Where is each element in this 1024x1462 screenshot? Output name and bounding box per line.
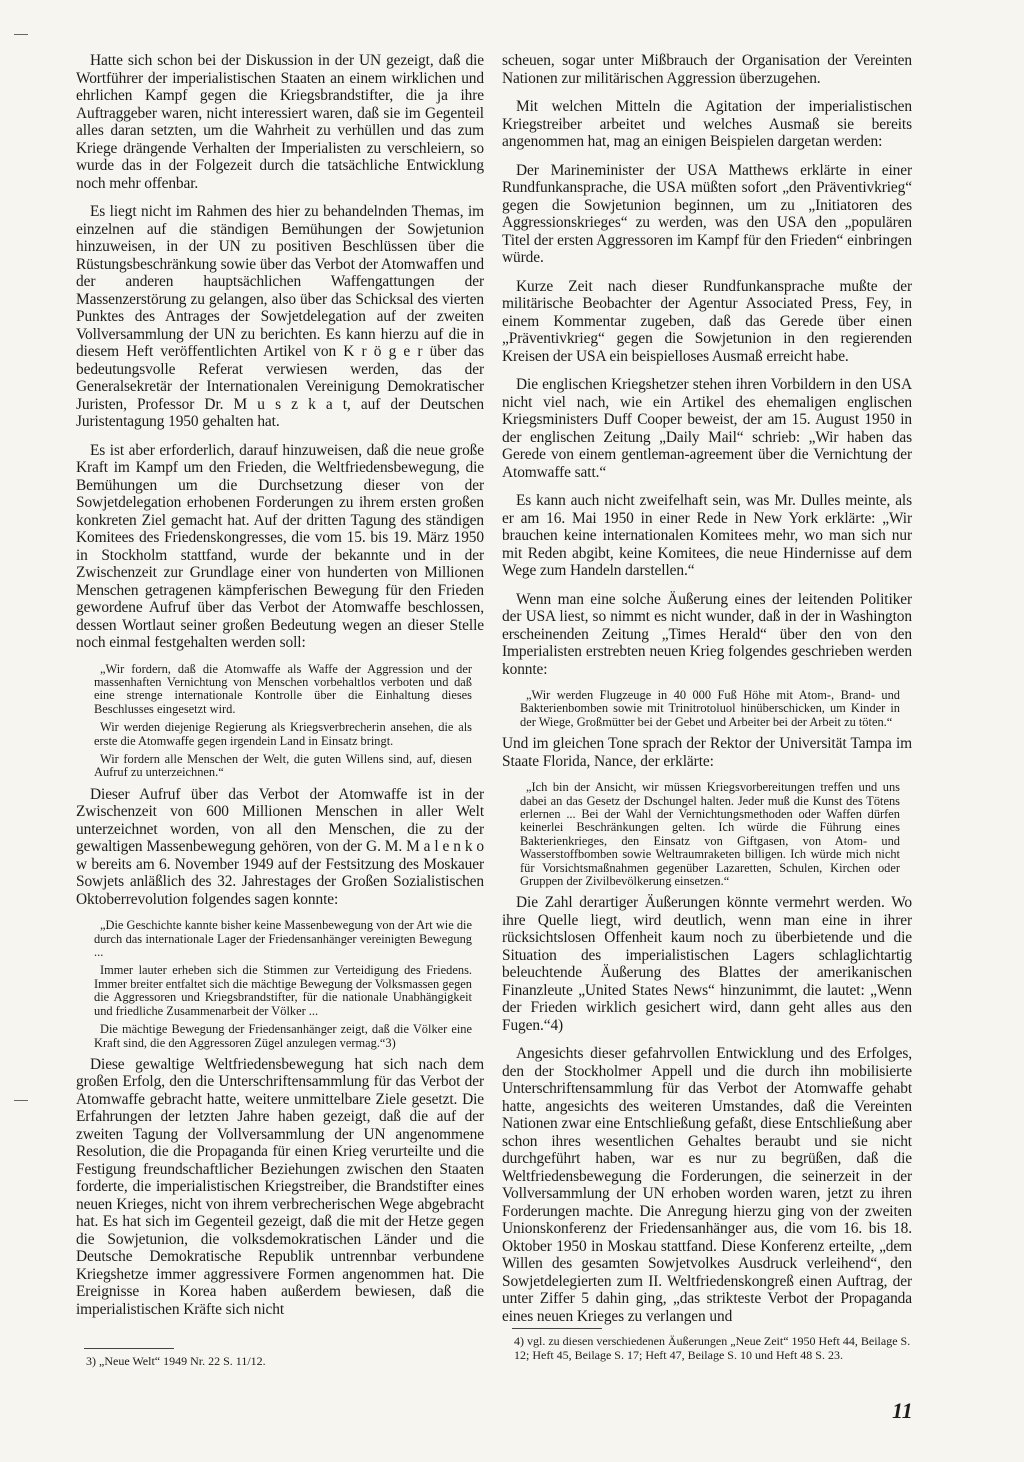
quote-line: Wir werden diejenige Regierung als Kriegsverbrecherin ansehen, die als erste die Atomwaffe gegen irgendein Land in Einsatz bringt. xyxy=(94,720,472,748)
quote-line: Wir fordern alle Menschen der Welt, die guten Willens sind, auf, diesen Aufruf zu unterzeichnen.“ xyxy=(94,751,472,780)
blockquote-malenkow xyxy=(76,919,484,1050)
quote-line: Die mächtige Bewegung der Friedensanhänger zeigt, daß die Völker eine Kraft sind, die den Aggressoren Zügel anzulegen vermag.“3) xyxy=(94,1022,472,1050)
paragraph: Mit welchen Mitteln die Agitation der imperialistischen Kriegstreiber arbeitet und welches Ausmaß sie bereits angenommen hat, mag an einigen Beispielen dargetan werden: xyxy=(502,98,912,150)
footnote-area-right xyxy=(508,1328,912,1362)
blockquote-stockholm-appeal xyxy=(76,663,484,780)
footnote: 4) vgl. zu diesen verschiedenen Äußerungen „Neue Zeit“ 1950 Heft 44, Beilage S. 12; Heft 45, Beilage S. 17; Heft 47, Beilage S. 10 und Heft 48 S. 23. xyxy=(514,1334,911,1362)
margin-mark xyxy=(14,34,28,35)
paragraph: Die englischen Kriegshetzer stehen ihren Vorbildern in den USA nicht viel nach, wie ein Artikel des ehemaligen englischen Kriegsministers Duff Cooper beweist, der am 15. August 1950 in der englischen Zeitung „Daily Mail“ schrieb: „Wir haben das Gerede von einem gentleman-agreement über die Vernichtung der Atomwaffe satt.“ xyxy=(502,376,912,481)
footnote-rule xyxy=(512,1328,602,1329)
paragraph: Die Zahl derartiger Äußerungen könnte vermehrt werden. Wo ihre Quelle liegt, wird deutlich, wenn man eine in ihrer rücksichtslosen Offenheit kaum noch zu überbietende und die Situation des imperialistischen Lagers schlaglichtartig beleuchtende Äußerung des Blattes der amerikanischen Finanzleute „United States News“ hinzunimmt, die lautet: „Wenn der Frieden wirklich gesichert wird, dann geht alles aus den Fugen.“4) xyxy=(502,894,912,1034)
paragraph: Dieser Aufruf über das Verbot der Atomwaffe ist in der Zwischenzeit von 600 Millionen Menschen in aller Welt unterzeichnet worden, von all den Menschen, die zu der gewaltigen Massenbewegung gehören, von der G. M. M a l e n k o w bereits am 6. November 1949 auf der Festsitzung des Moskauer Sowjets anläßlich des 32. Jahrestages der Großen Sozialistischen Oktoberrevolution folgendes sagen konnte: xyxy=(76,785,484,908)
paragraph: Wenn man eine solche Äußerung eines der leitenden Politiker der USA liest, so nimmt es nicht wunder, daß in der in Washington erscheinenden Zeitung „Times Herald“ über den von den Imperialisten erstrebten neuen Krieg folgendes geschrieben werden konnte: xyxy=(502,590,912,678)
paragraph: Angesichts dieser gefahrvollen Entwicklung und des Erfolges, den der Stockholmer Appell und die durch ihn mobilisierte Unterschriftensammlung für das Verbot der Atomwaffe gehabt hatte, angesichts des weiteren Umstandes, daß die Vereinten Nationen zwar eine Entschließung gefaßt, diese Entschließung aber schon ihres wesentlichen Gehaltes beraubt und sie nicht durchgeführt haben, war es nur zu begrüßen, daß die Weltfriedensbewegung die Forderungen, die seinerzeit in der Vollversammlung der UN erhoben worden waren, jetzt zu ihren Forderungen machte. Die Anregung hierzu ging von der zweiten Unionskonferenz der Friedensanhänger aus, die vom 16. bis 18. Oktober 1950 in Moskau stattfand. Diese Konferenz erteilte, „dem Willen des gesamten Sowjetvolkes Ausdruck verleihend“, den Sowjetdelegierten zum II. Weltfriedenskongreß einen Auftrag, der unter Ziffer 5 dahin ging, „das strikteste Verbot der Propaganda eines neuen Krieges zu verlangen und xyxy=(502,1045,912,1325)
quote-line: Immer lauter erheben sich die Stimmen zur Verteidigung des Friedens. Immer breiter entfaltet sich die mächtige Bewegung der Volksmassen gegen die Aggressoren und Kriegsbrandstifter, für die nationale Unabhängigkeit und friedliche Zusammenarbeit der Völker ... xyxy=(94,963,472,1018)
quote-line: „Wir fordern, daß die Atomwaffe als Waffe der Aggression und der massenhaften Vernichtung von Menschen vorbehaltlos verboten und daß eine strenge internationale Kontrolle über die Einhaltung dieses Beschlusses eingesetzt wird. xyxy=(94,661,472,716)
paragraph: Der Marineminister der USA Matthews erklärte in einer Rundfunkansprache, die USA müßten sofort „den Präventivkrieg“ gegen die Sowjetunion beginnen, um zu „Initiatoren des Aggressionskrieges“ zu werden, was den USA den „populären Titel der ersten Aggressoren im Kampf für den Frieden“ einbringen würde. xyxy=(502,161,912,266)
paragraph: Kurze Zeit nach dieser Rundfunkansprache mußte der militärische Beobachter der Agentur Associated Press, Fey, in einem Kommentar zugeben, daß das Gerede über einen „Präventivkrieg“ gegen die Sowjetunion in den regierenden Kreisen der USA ein beispielloses Ausmaß erreicht habe. xyxy=(502,277,912,365)
right-column xyxy=(502,52,912,1336)
blockquote-times-herald xyxy=(502,689,912,729)
paragraph: Es kann auch nicht zweifelhaft sein, was Mr. Dulles meinte, als er am 16. Mai 1950 in einer Rede in New York erklärte: „Wir brauchen keine internationalen Komitees mehr, wo man sich nur mit Reden abgibt, keine Komitees, die neue Hindernisse auf dem Wege zum Handeln darstellen.“ xyxy=(502,492,912,579)
quote-line: „Ich bin der Ansicht, wir müssen Kriegsvorbereitungen treffen und uns dabei an das Gesetz der Dschungel halten. Jeder muß die Kunst des Tötens erlernen ... Bei der Wahl der Vernichtungsmethoden oder Waffen dürfen keinerlei Beschränkungen gelten. Ich würde die Führung eines Bakterienkrieges, den Einsatz von Giftgasen, von Atom- und Wasserstoffbomben sowie Weltraumraketen billigen. Ich würde mich nicht für Vorsichtsmaßnahmen gegenüber Lazaretten, Schulen, Kirchen oder Gruppen der Zivilbevölkerung einsetzen.“ xyxy=(520,780,900,889)
paragraph: Hatte sich schon bei der Diskussion in der UN gezeigt, daß die Wortführer der imperialistischen Staaten an einem wirklichen und ehrlichen Kampf gegen die Kriegsbrandstifter, die ja ihre Auftraggeber waren, nicht interessiert waren, daß sie im Gegenteil alles daran setzten, um die Wahrheit zu verhüllen und das zum Kriege drängende Verhalten der Imperialisten zu verschleiern, so wurde das in der Folgezeit durch die tatsächliche Entwicklung noch mehr offenbar. xyxy=(76,52,484,192)
blockquote-nance xyxy=(502,781,912,888)
page-number: 11 xyxy=(892,1398,913,1423)
left-column xyxy=(76,52,484,1329)
paragraph: Es ist aber erforderlich, darauf hinzuweisen, daß die neue große Kraft im Kampf um den Frieden, die Weltfriedensbewegung, die Bemühungen um die Durchsetzung dieser von der Sowjetdelegation erhobenen Forderungen zu ihrem ersten großen konkreten Ziel gemacht hat. Auf der dritten Tagung des ständigen Komitees des Friedenskongresses, die vom 15. bis 19. März 1950 in Stockholm stattfand, wurde der bekannte und in der Zwischenzeit zur Grundlage einer von hunderten von Millionen Menschen getragenen kämpferischen Bewegung für den Frieden gewordene Aufruf über das Verbot der Atomwaffe beschlossen, dessen Wortlaut seiner großen Bedeutung wegen an dieser Stelle noch einmal festgehalten werden soll: xyxy=(76,441,484,651)
quote-line: „Wir werden Flugzeuge in 40 000 Fuß Höhe mit Atom-, Brand- und Bakterienbomben sowie mit Trinitrotoluol hinüberschicken, um Kinder in der Wiege, Großmütter bei der Gebet und Arbeiter bei der Arbeit zu töten.“ xyxy=(520,688,900,729)
paragraph: Diese gewaltige Weltfriedensbewegung hat sich nach dem großen Erfolg, den die Unterschriftensammlung für das Verbot der Atomwaffe gebracht hatte, weitere unmittelbare Ziele gesetzt. Die Erfahrungen der letzten Jahre haben gezeigt, daß die auf der zweiten Tagung der Vollversammlung der UN angenommene Resolution, die die Propaganda für einen Krieg verurteilte und die Festigung freundschaftlicher Beziehungen zwischen den Staaten forderte, die imperialistischen Kriegstreiber, die Brandstifter eines neuen Krieges, nicht von ihrem verbrecherischen Wege abgebracht hat. Es hat sich im Gegenteil gezeigt, daß die mit der Hetze gegen die Sowjetunion, die volksdemokratischen Länder und die Deutsche Demokratische Republik untrennbar verbundene Kriegshetze immer aggressivere Formen angenommen hat. Die Ereignisse in Korea haben außerdem bewiesen, daß die imperialistischen Kräfte sich nicht xyxy=(76,1055,484,1318)
quote-line: „Die Geschichte kannte bisher keine Massenbewegung von der Art wie die durch das internationale Lager der Friedensanhänger vereinigten Bewegung ... xyxy=(94,918,472,960)
footnote-rule xyxy=(84,1348,174,1349)
margin-mark xyxy=(14,1100,28,1101)
paragraph: scheuen, sogar unter Mißbrauch der Organisation der Vereinten Nationen zur militärischen Aggression überzugehen. xyxy=(502,52,912,87)
paragraph: Es liegt nicht im Rahmen des hier zu behandelnden Themas, im einzelnen auf die ständigen Bemühungen der Sowjetunion hinzuweisen, in der UN zu positiven Beschlüssen über die Rüstungsbeschränkung sowie über das Verbot der Atomwaffen und der anderen hauptsächlichen Waffengattungen der Massenzerstörung zu gelangen, also über das Schicksal des vierten Punktes des Antrages der Sowjetdelegation auf der zweiten Vollversammlung der UN zu berichten. Es kann hierzu auf die in diesem Heft veröffentlichten Artikel von K r ö g e r über das bedeutungsvolle Referat verwiesen werden, das der Generalsekretär der Internationalen Vereinigung Demokratischer Juristen, Professor Dr. M u s z k a t, auf der Deutschen Juristentagung 1950 gehalten hat. xyxy=(76,203,484,430)
footnote: 3) „Neue Welt“ 1949 Nr. 22 S. 11/12. xyxy=(86,1354,266,1368)
paragraph: Und im gleichen Tone sprach der Rektor der Universität Tampa im Staate Florida, Nance, der erklärte: xyxy=(502,735,912,770)
footnote-area-left xyxy=(80,1348,480,1369)
